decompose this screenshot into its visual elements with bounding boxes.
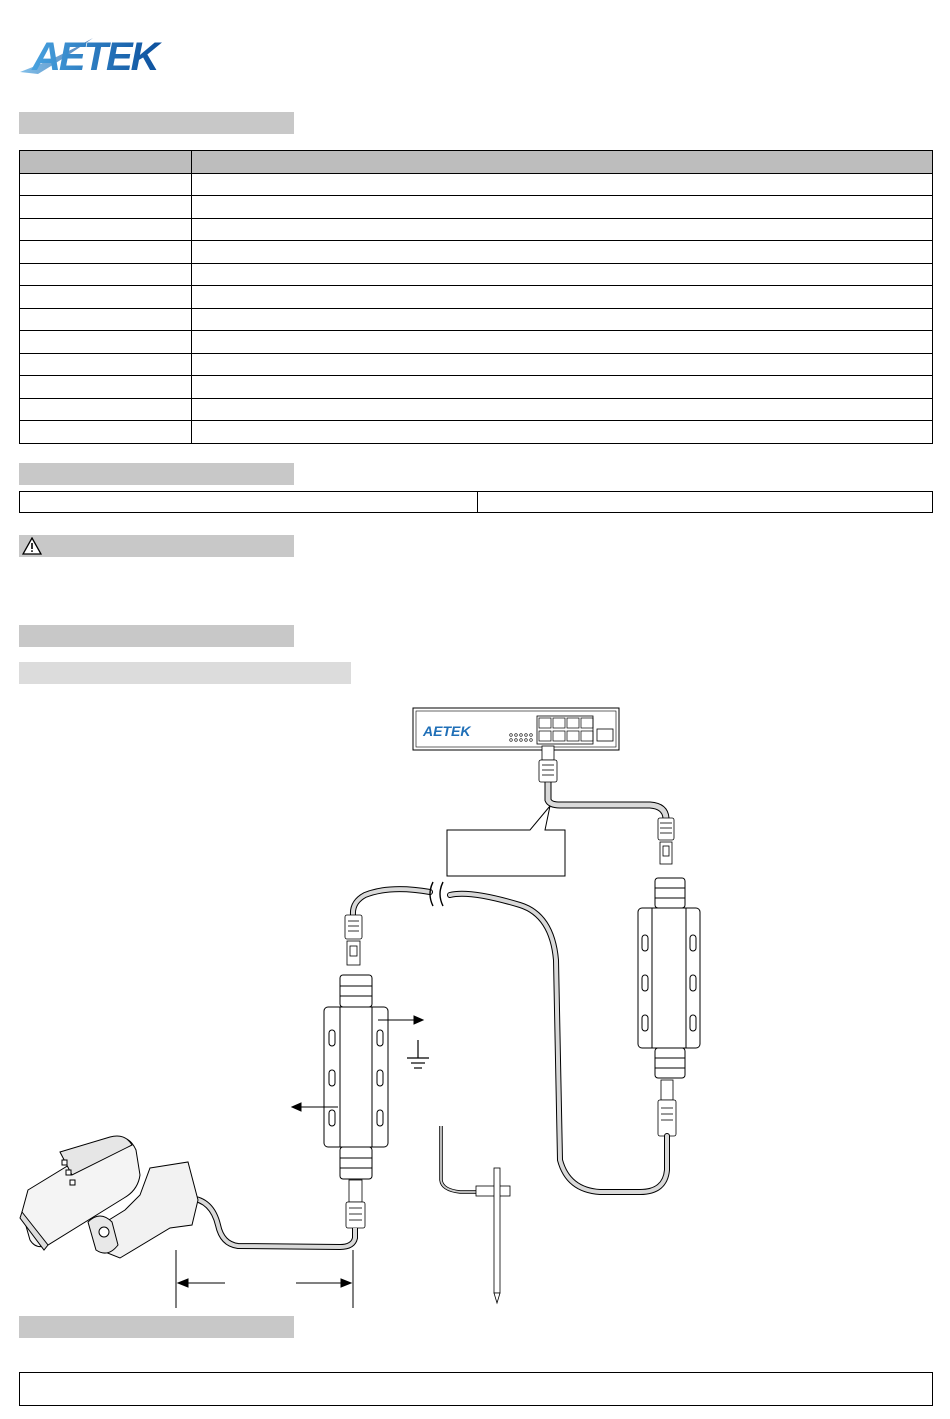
rj45-connector — [658, 818, 674, 864]
poe-switch — [413, 708, 619, 750]
distance-dimension — [176, 1250, 353, 1308]
spec-table — [19, 150, 933, 444]
table-row — [20, 196, 933, 219]
section-bar-connection-diagram — [19, 662, 351, 684]
table-row — [20, 376, 933, 399]
svg-text:AETEK: AETEK — [32, 35, 158, 78]
cable-outdoor — [353, 889, 667, 1192]
table-row — [20, 308, 933, 331]
section-bar-package — [19, 463, 294, 485]
table-row — [20, 173, 933, 196]
callout-box — [447, 806, 565, 876]
ground-rod — [441, 1126, 510, 1303]
surge-protector-right — [638, 878, 700, 1078]
section-bar-caution — [19, 535, 294, 557]
ip-camera — [20, 1136, 198, 1258]
ground-symbol-icon — [407, 1040, 429, 1068]
table-row — [20, 263, 933, 286]
rj45-connector — [345, 915, 362, 965]
table-row — [20, 492, 933, 513]
table-row — [20, 241, 933, 264]
table-header-row — [20, 151, 933, 174]
installation-diagram — [0, 690, 950, 1310]
svg-text:AETEK: AETEK — [423, 723, 471, 739]
section-bar-specifications — [19, 112, 294, 134]
cable-camera — [190, 1198, 355, 1247]
section-bar-installation — [19, 625, 294, 647]
rj45-connector — [658, 1080, 676, 1136]
table-row — [20, 353, 933, 376]
table-row — [20, 286, 933, 309]
table-row — [20, 421, 933, 444]
notes-box — [19, 1372, 933, 1406]
surge-protector-left — [324, 975, 388, 1179]
aetek-logo — [18, 28, 208, 78]
package-table — [19, 491, 933, 513]
rj45-connector — [346, 1180, 365, 1228]
brand-logo — [18, 28, 208, 78]
table-row — [20, 331, 933, 354]
cable-switch-to-protector — [548, 780, 666, 818]
section-bar-notes — [19, 1316, 294, 1338]
table-row — [20, 218, 933, 241]
table-row — [20, 398, 933, 421]
warning-triangle-icon — [22, 537, 42, 555]
rj45-connector — [539, 746, 557, 782]
